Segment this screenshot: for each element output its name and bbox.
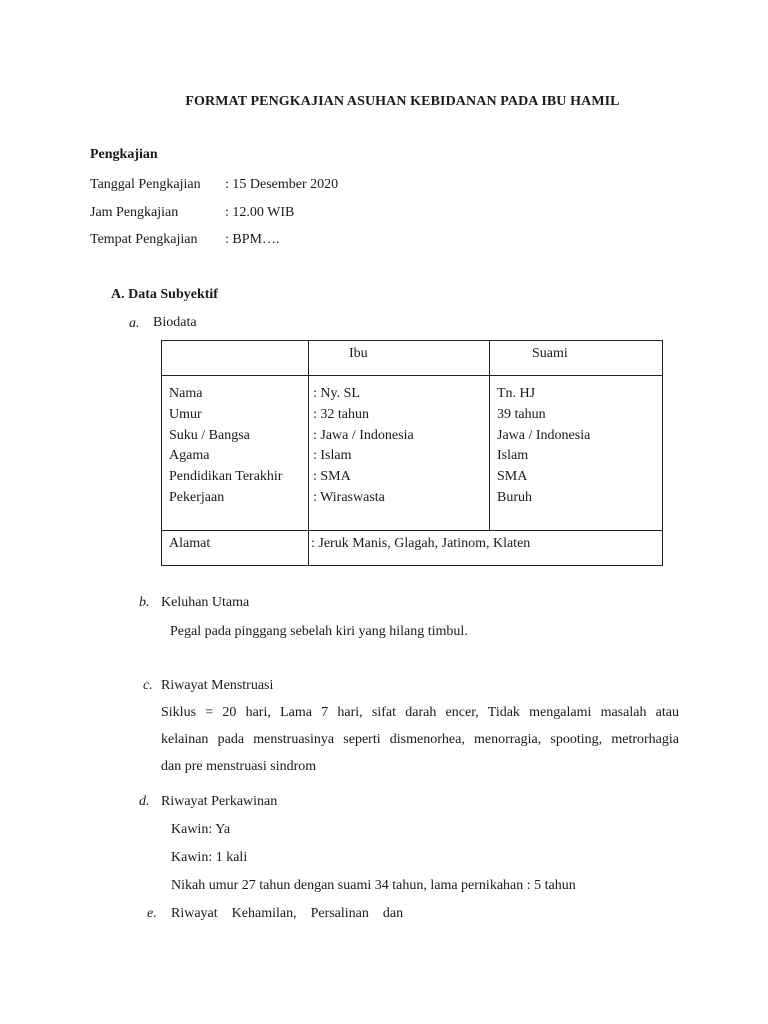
- ibu-umur: : 32 tahun: [313, 406, 369, 422]
- header-ibu: Ibu: [349, 346, 368, 361]
- kehamilan-label: Riwayat Kehamilan, Persalinan dan: [171, 906, 404, 921]
- ibu-cell: [309, 376, 490, 531]
- perkawinan-line-3: Nikah umur 27 tahun dengan suami 34 tahun, lama pernikahan : 5 tahun: [171, 878, 576, 893]
- tanggal-value: : 15 Desember 2020: [225, 177, 339, 192]
- suami-suku: Jawa / Indonesia: [497, 427, 591, 443]
- header-ibu-cell: [309, 341, 490, 376]
- biodata-table: [161, 340, 663, 566]
- field-pekerjaan: Pekerjaan: [169, 489, 225, 505]
- suami-cell: [490, 376, 663, 531]
- suami-pendidikan: SMA: [497, 469, 528, 485]
- biodata-label: Biodata: [153, 315, 197, 330]
- ibu-agama: : Islam: [313, 448, 352, 464]
- field-nama: Nama: [169, 386, 203, 401]
- ibu-pekerjaan: : Wiraswasta: [313, 489, 385, 505]
- keluhan-text: Pegal pada pinggang sebelah kiri yang hilang timbul.: [170, 624, 468, 639]
- perkawinan-line-1: Kawin: Ya: [171, 822, 231, 837]
- perkawinan-line-2: Kawin: 1 kali: [171, 850, 248, 865]
- keluhan-label: Keluhan Utama: [161, 595, 250, 610]
- suami-nama: Tn. HJ: [497, 386, 536, 401]
- table-header-row: [162, 341, 663, 376]
- keluhan-marker: b.: [139, 595, 150, 610]
- fields-cell: [162, 376, 309, 531]
- suami-values: [490, 376, 662, 509]
- ibu-values: [309, 376, 489, 509]
- field-umur: Umur: [169, 406, 202, 422]
- menstruasi-line-3: dan pre menstruasi sindrom: [161, 759, 317, 774]
- menstruasi-line-1: Siklus = 20 hari, Lama 7 hari, sifat darah encer, Tidak mengalami masalah atau: [161, 705, 679, 720]
- field-agama: Agama: [169, 448, 210, 464]
- suami-umur: 39 tahun: [497, 406, 546, 422]
- jam-value: : 12.00 WIB: [225, 205, 295, 220]
- kehamilan-marker: e.: [147, 906, 157, 921]
- tempat-label: Tempat Pengkajian: [90, 232, 198, 247]
- suami-pekerjaan: Buruh: [497, 489, 532, 505]
- section-a-heading: A. Data Subyektif: [111, 287, 218, 302]
- document-title: FORMAT PENGKAJIAN ASUHAN KEBIDANAN PADA IBU HAMIL: [185, 94, 620, 109]
- alamat-label-cell: [162, 531, 309, 566]
- header-empty-cell: [162, 341, 309, 376]
- field-suku: Suku / Bangsa: [169, 427, 250, 443]
- ibu-pendidikan: : SMA: [313, 469, 351, 485]
- menstruasi-line-2: kelainan pada menstruasinya seperti dismenorhea, menorragia, spooting, metrorhagia: [161, 732, 679, 747]
- header-suami: Suami: [532, 346, 568, 361]
- field-labels: [162, 376, 308, 509]
- ibu-suku: : Jawa / Indonesia: [313, 427, 414, 443]
- jam-label: Jam Pengkajian: [90, 205, 179, 220]
- suami-agama: Islam: [497, 448, 529, 464]
- table-body-row: [162, 376, 663, 531]
- menstruasi-marker: c.: [143, 678, 153, 693]
- alamat-value: : Jeruk Manis, Glagah, Jatinom, Klaten: [311, 536, 531, 551]
- field-pendidikan: Pendidikan Terakhir: [169, 469, 283, 485]
- menstruasi-label: Riwayat Menstruasi: [161, 678, 274, 693]
- perkawinan-label: Riwayat Perkawinan: [161, 794, 278, 809]
- biodata-marker: a.: [129, 316, 140, 331]
- alamat-value-cell: [309, 531, 663, 566]
- tanggal-label: Tanggal Pengkajian: [90, 177, 201, 192]
- pengkajian-heading: Pengkajian: [90, 147, 158, 162]
- ibu-nama: : Ny. SL: [313, 386, 360, 401]
- tempat-value: : BPM….: [225, 232, 280, 247]
- perkawinan-marker: d.: [139, 794, 150, 809]
- header-suami-cell: [490, 341, 663, 376]
- alamat-label: Alamat: [169, 536, 211, 551]
- table-address-row: [162, 531, 663, 566]
